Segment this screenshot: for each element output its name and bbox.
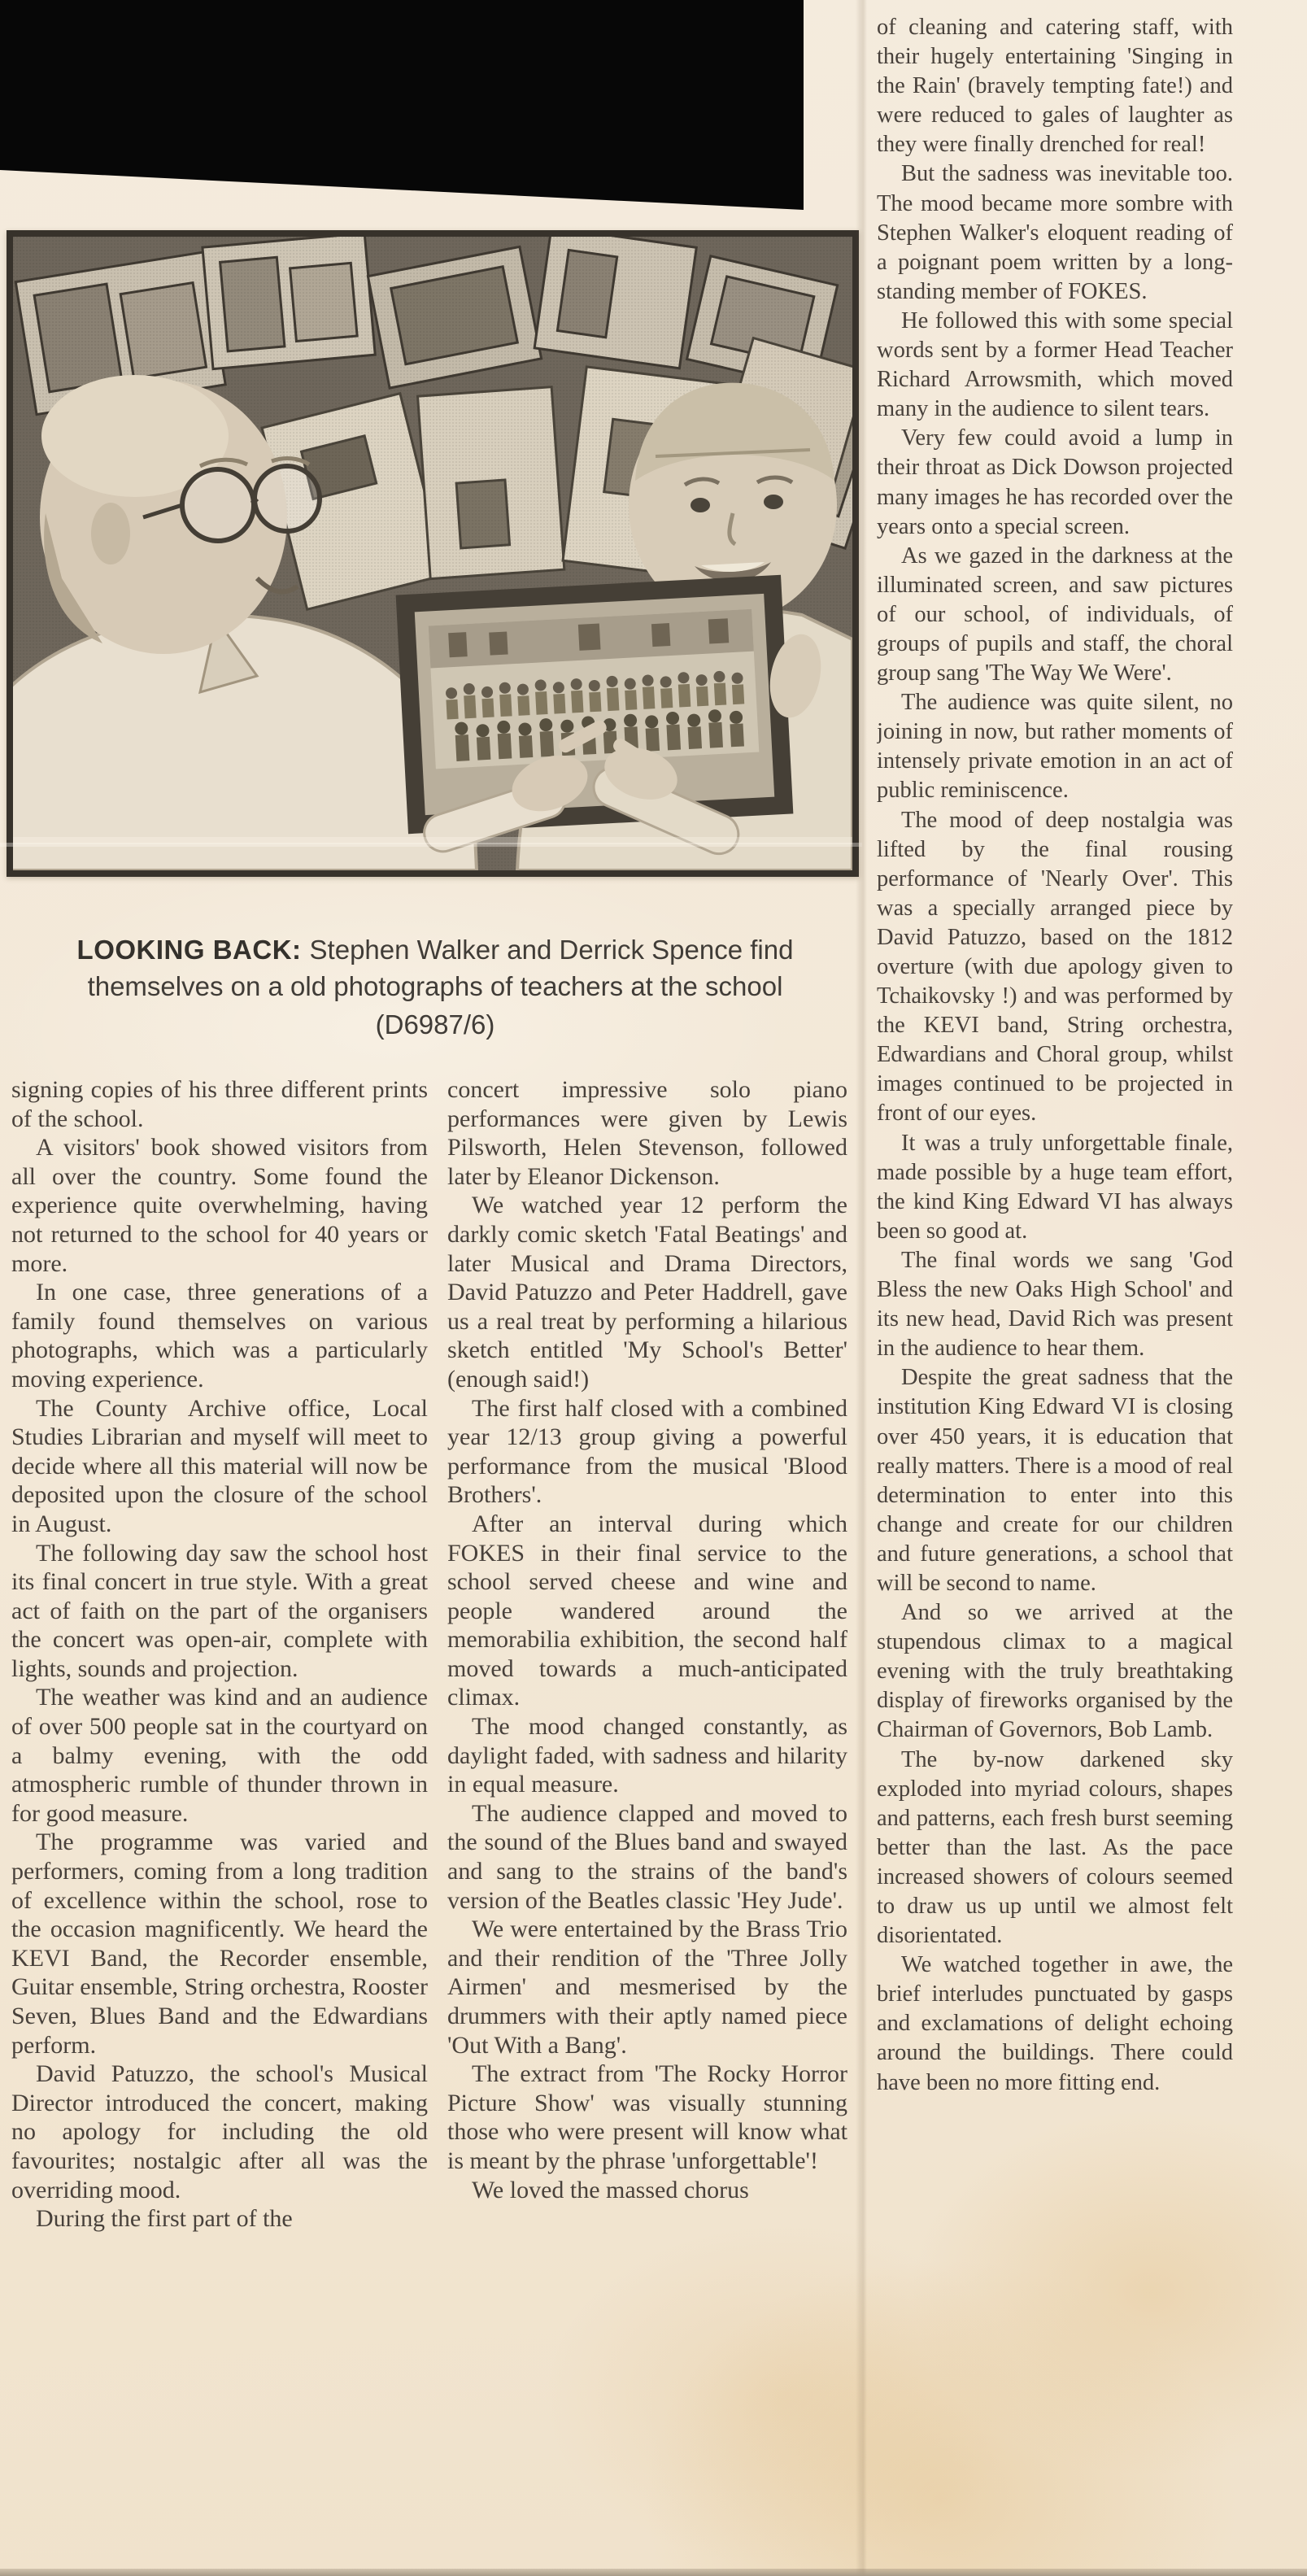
article-column-left bbox=[11, 1075, 428, 2576]
article-paragraph: The extract from 'The Rocky Horror Picture Show' was visually stunning those who were present will know what is meant by the phrase 'unforgettable'! bbox=[447, 2060, 847, 2174]
article-paragraph: The final words we sang 'God Bless the new Oaks High School' and its new head, David Rich was present in the audience to hear them. bbox=[877, 1247, 1233, 1362]
article-paragraph: A visitors' book showed visitors from all over the country. Some found the experience quite overwhelming, having not returned to the school for 40 years or more. bbox=[11, 1134, 428, 1277]
article-paragraph: But the sadness was inevitable too. The mood became more sombre with Stephen Walker's eloquent reading of a poignant poem written by a long-standing member of FOKES. bbox=[877, 161, 1233, 304]
article-column-middle bbox=[447, 1075, 847, 2576]
paper-fold-line bbox=[0, 843, 862, 847]
article-paragraph: After an interval during which FOKES in their final service to the school served cheese and wine and people wandered around the memorabilia exhibition, the second half moved towards a much-anticipated climax. bbox=[447, 1510, 847, 1711]
scan-bottom-edge bbox=[0, 2569, 1307, 2576]
article-paragraph: signing copies of his three different prints of the school. bbox=[11, 1076, 428, 1132]
photo-illustration bbox=[13, 237, 852, 870]
redacted-headline-block bbox=[0, 0, 804, 210]
article-paragraph: concert impressive solo piano performances were given by Lewis Pilsworth, Helen Stevenson, followed later by Eleanor Dickenson. bbox=[447, 1076, 847, 1190]
article-paragraph: During the first part of the bbox=[36, 2205, 293, 2233]
article-paragraph: The County Archive office, Local Studies Librarian and myself will meet to decide where all this material will now be deposited upon the closure of the school in August. bbox=[11, 1394, 428, 1537]
article-paragraph: As we gazed in the darkness at the illuminated screen, and saw pictures of our school, of individuals, of groups of pupils and staff, the choral group sang 'The Way We Were'. bbox=[877, 543, 1233, 686]
article-paragraph: The by-now darkened sky exploded into myriad colours, shapes and patterns, each fresh burst seeming better than the last. As the pace increased showers of colours seemed to draw us up until we almost felt disorientated. bbox=[877, 1746, 1233, 1949]
article-paragraph: It was a truly unforgettable finale, made possible by a huge team effort, the kind King Edward VI has always been so good at. bbox=[877, 1130, 1233, 1244]
article-paragraph: And so we arrived at the stupendous climax to a magical evening with the truly breathtaking display of fireworks organised by the Chairman of Governors, Bob Lamb. bbox=[877, 1600, 1233, 1743]
article-paragraph: The audience was quite silent, no joining in now, but rather moments of intensely private emotion in an act of public reminiscence. bbox=[877, 690, 1233, 804]
article-paragraph: The following day saw the school host its final concert in true style. With a great act of faith on the part of the organisers the concert was open-air, complete with lights, sounds and projection. bbox=[11, 1539, 428, 1682]
article-paragraph: The mood of deep nostalgia was lifted by the final rousing performance of 'Nearly Over'. This was a specially arranged piece by David Patuzzo, based on the 1812 overture (with due apology given to Tchaikovsky !) and was performed by the KEVI band, String orchestra, Edwardians and Choral group, whilst images continued to be projected in front of our eyes. bbox=[877, 807, 1233, 1127]
article-paragraph: In one case, three generations of a family found themselves on various photographs, which was a particularly moving experience. bbox=[11, 1279, 428, 1393]
article-paragraph: The mood changed constantly, as daylight faded, with sadness and hilarity in equal measure. bbox=[447, 1713, 847, 1798]
article-paragraph: Despite the great sadness that the institution King Edward VI is closing over 450 years, it is education that really matters. There is a mood of real determination to enter into this change and create for our children and future generations, a school that will be second to name. bbox=[877, 1365, 1233, 1596]
article-paragraph: The first half closed with a combined year 12/13 group giving a powerful performance from the musical 'Blood Brothers'. bbox=[447, 1394, 847, 1509]
article-paragraph: Very few could avoid a lump in their throat as Dick Dowson projected many images he has recorded over the years onto a special screen. bbox=[877, 425, 1233, 539]
photo-caption-ref: (D6987/6) bbox=[375, 1009, 495, 1040]
article-paragraph: The programme was varied and performers, coming from a long tradition of excellence within the school, rose to the occasion magnificently. We heard the KEVI Band, the Recorder ensemble, Guitar ensemble, String orchestra, Rooster Seven, Blues Band and the Edwardians perform. bbox=[11, 1828, 428, 2059]
article-paragraph: We watched year 12 perform the darkly comic sketch 'Fatal Beatings' and later Musical and Drama Directors, David Patuzzo and Peter Haddrell, gave us a real treat by performing a hilarious sketch entitled 'My School's Better' (enough said!) bbox=[447, 1192, 847, 1393]
article-column-right bbox=[877, 13, 1233, 2567]
article-paragraph: We were entertained by the Brass Trio and their rendition of the 'Three Jolly Airmen' and mesmerised by the drummers with their aptly named piece 'Out With a Bang'. bbox=[447, 1916, 847, 2059]
article-paragraph: The audience clapped and moved to the sound of the Blues band and swayed and sang to the strains of the band's version of the Beatles classic 'Hey Jude'. bbox=[447, 1799, 847, 1914]
photo-caption-text: Stephen Walker and Derrick Spence find themselves on a old photographs of teachers at the school bbox=[87, 935, 794, 1001]
article-paragraph: The weather was kind and an audience of over 500 people sat in the courtyard on a balmy evening, with the odd atmospheric rumble of thunder thrown in for good measure. bbox=[11, 1684, 428, 1827]
paper-crease bbox=[856, 0, 867, 2576]
article-paragraph: We watched together in awe, the brief interludes punctuated by gasps and exclamations of delight echoing around the buildings. There could have been no more fitting end. bbox=[877, 1952, 1233, 2095]
article-paragraph: of cleaning and catering staff, with their hugely entertaining 'Singing in the Rain' (bravely tempting fate!) and were reduced to gales of laughter as they were finally drenched for real! bbox=[877, 15, 1233, 158]
article-paragraph: He followed this with some special words sent by a former Head Teacher Richard Arrowsmith, which moved many in the audience to silent tears. bbox=[877, 307, 1233, 422]
article-paragraph: We loved the massed chorus bbox=[472, 2176, 749, 2203]
photo-caption-lead: LOOKING BACK: bbox=[76, 935, 302, 965]
article-paragraph: David Patuzzo, the school's Musical Director introduced the concert, making no apology for including the old favourites; nostalgic after all was the overriding mood. bbox=[11, 2060, 428, 2203]
article-photo bbox=[7, 230, 859, 877]
photo-caption bbox=[49, 932, 821, 1044]
